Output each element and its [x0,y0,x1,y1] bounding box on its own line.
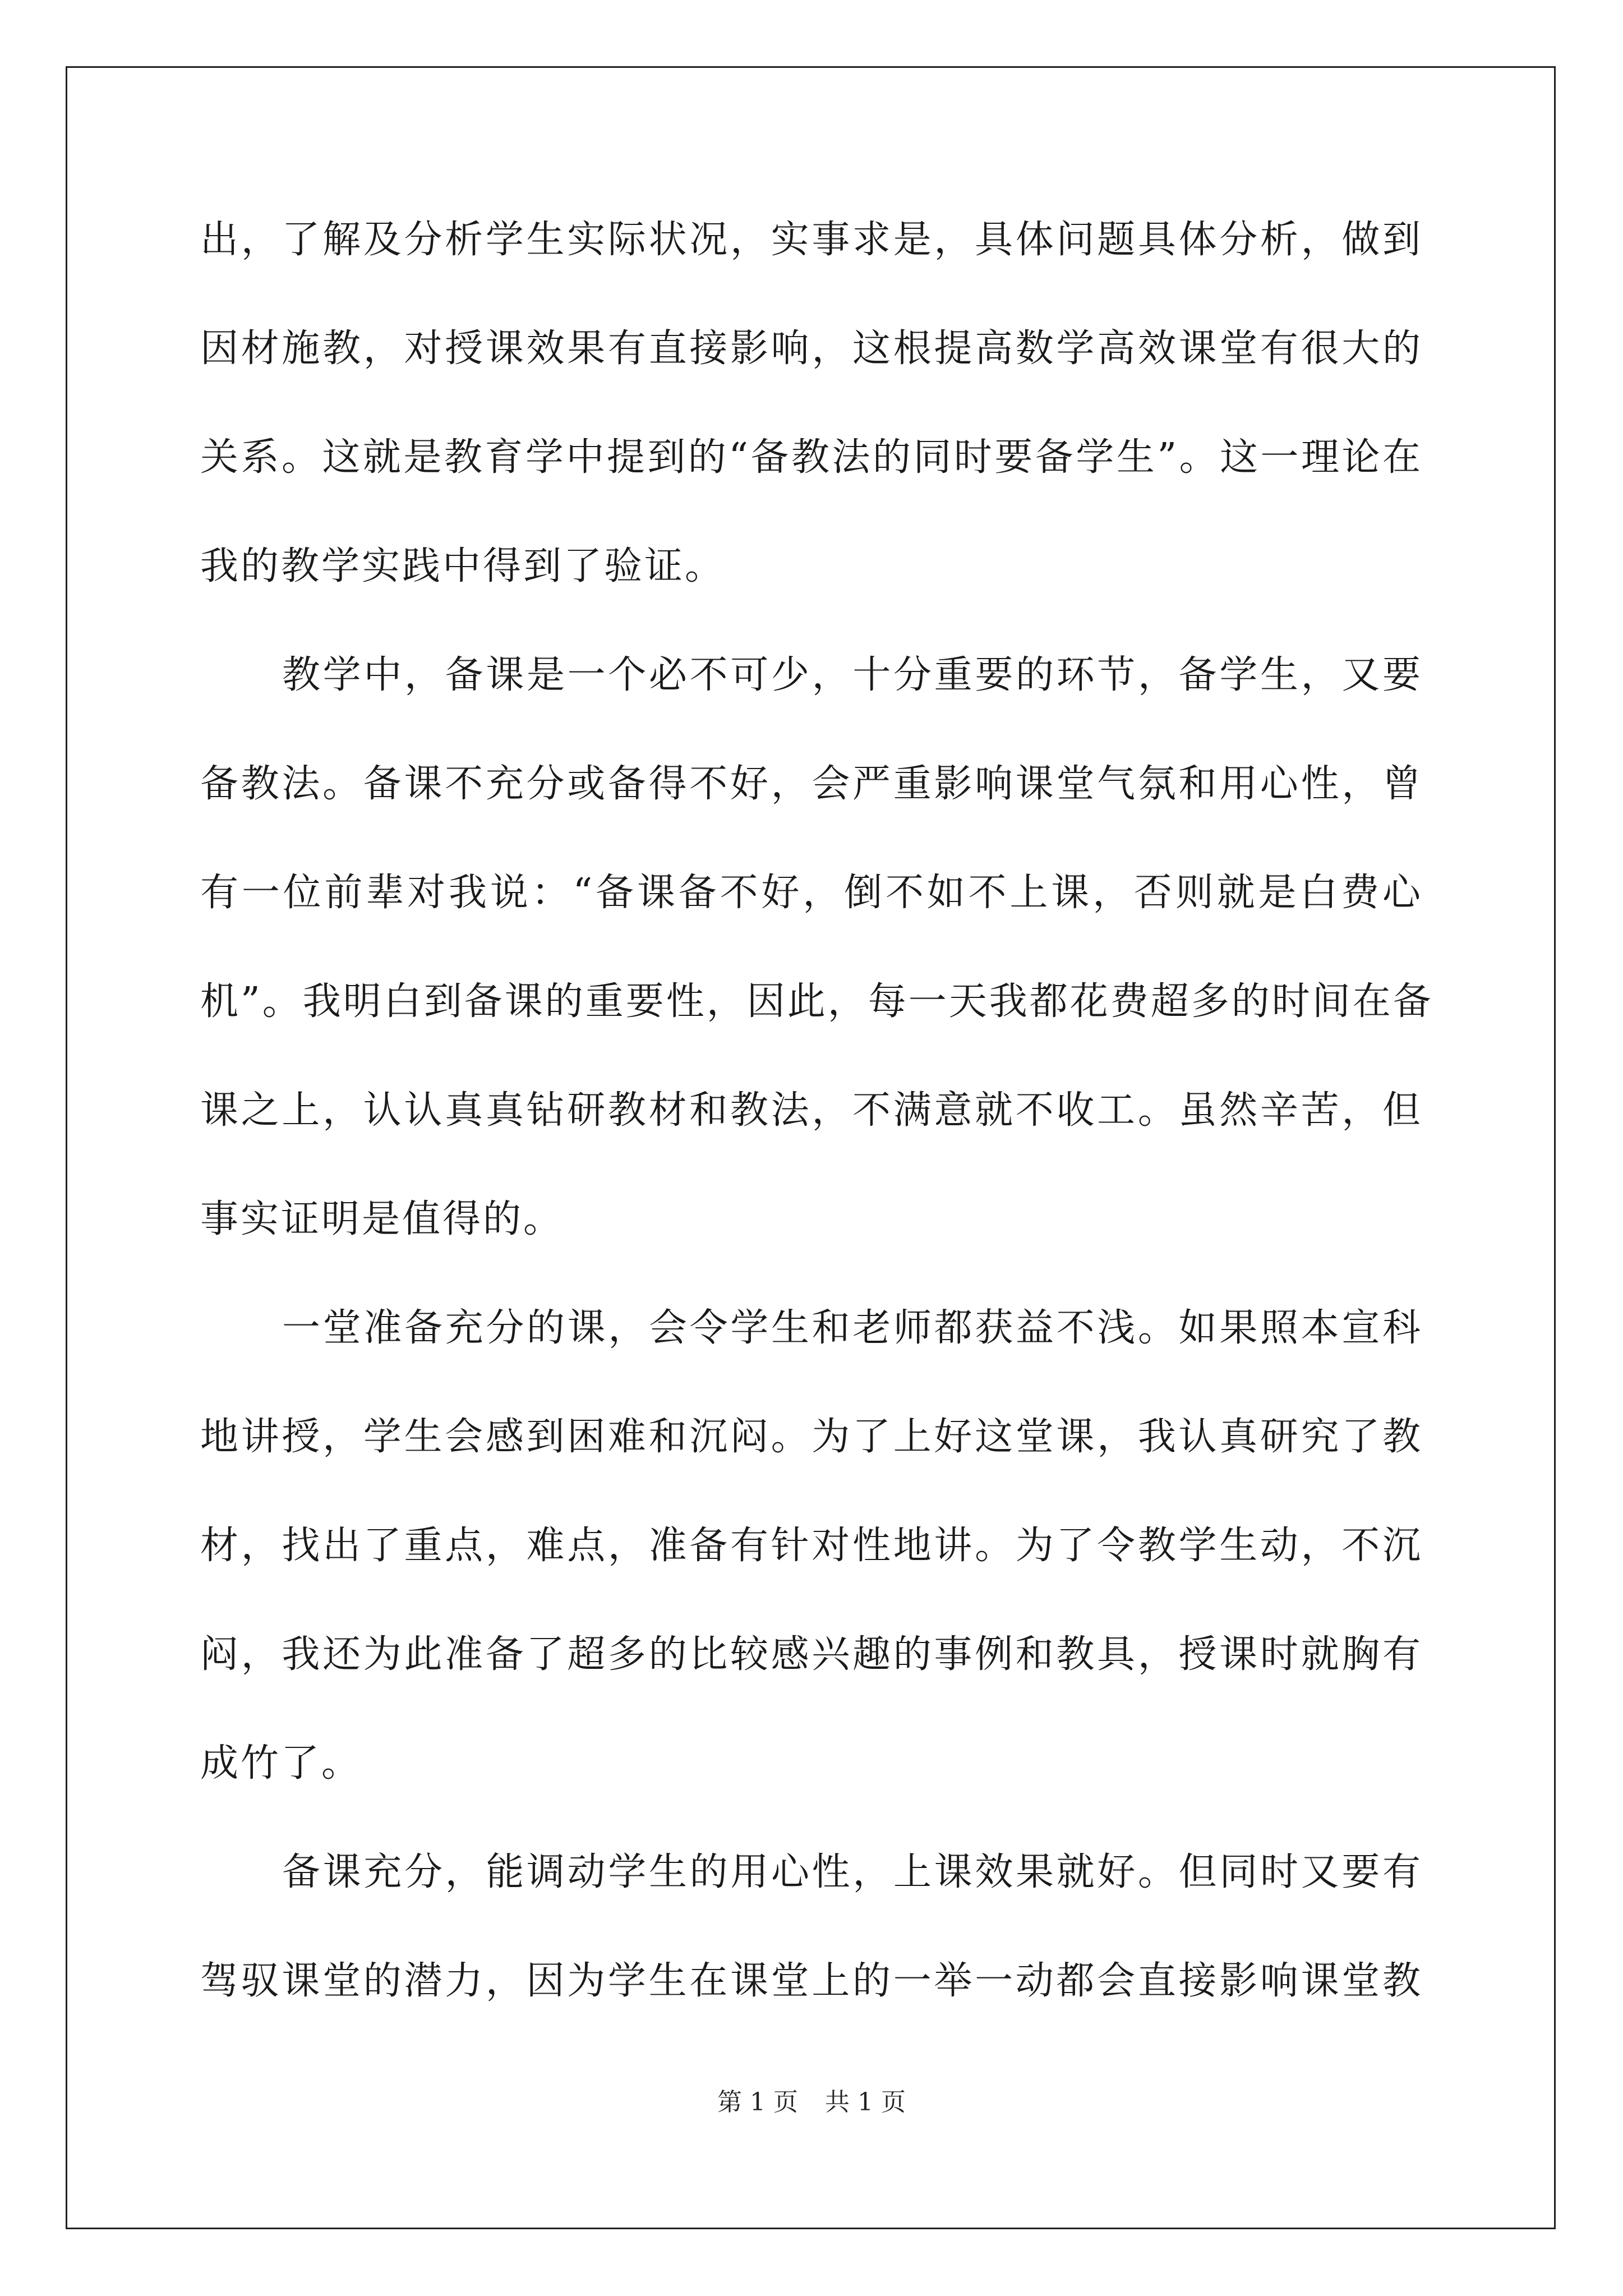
paragraph-first-line: 备课充分，能调动学生的用心性，上课效果就好。但同时又要有 [282,1850,1423,1894]
text-line: 出，了解及分析学生实际状况，实事求是，具体问题具体分析，做到 [200,218,1423,262]
page-total: 共 1 页 [825,2088,906,2116]
text-line: 备教法。备课不充分或备得不好，会严重影响课堂气氛和用心性，曾 [200,762,1423,806]
text-line: 驾驭课堂的潜力，因为学生在课堂上的一举一动都会直接影响课堂教 [200,1959,1423,2003]
document-body [200,218,1433,2068]
text-line: 我的教学实践中得到了验证。 [200,544,726,588]
text-line: 材，找出了重点，难点，准备有针对性地讲。为了令教学生动，不沉 [200,1524,1423,1568]
text-line: 有一位前辈对我说：“备课备不好，倒不如不上课，否则就是白费心 [200,871,1423,915]
text-line: 闷，我还为此准备了超多的比较感兴趣的事例和教具，授课时就胸有 [200,1632,1423,1677]
paragraph-first-line: 教学中，备课是一个必不可少，十分重要的环节，备学生，又要 [282,653,1423,697]
text-line: 课之上，认认真真钻研教材和教法，不满意就不收工。虽然辛苦，但 [200,1088,1423,1133]
text-line: 事实证明是值得的。 [200,1197,564,1241]
text-line: 机”。我明白到备课的重要性，因此，每一天我都花费超多的时间在备 [200,979,1433,1024]
text-line: 关系。这就是教育学中提到的“备教法的同时要备学生”。这一理论在 [200,435,1423,480]
page-footer [0,2088,1623,2117]
text-line: 地讲授，学生会感到困难和沉闷。为了上好这堂课，我认真研究了教 [200,1415,1423,1459]
text-line: 成竹了。 [200,1741,362,1786]
text-line: 因材施教，对授课效果有直接影响，这根提高数学高效课堂有很大的 [200,326,1423,371]
page-number: 第 1 页 [717,2088,798,2116]
paragraph-first-line: 一堂准备充分的课，会令学生和老师都获益不浅。如果照本宣科 [282,1306,1423,1350]
